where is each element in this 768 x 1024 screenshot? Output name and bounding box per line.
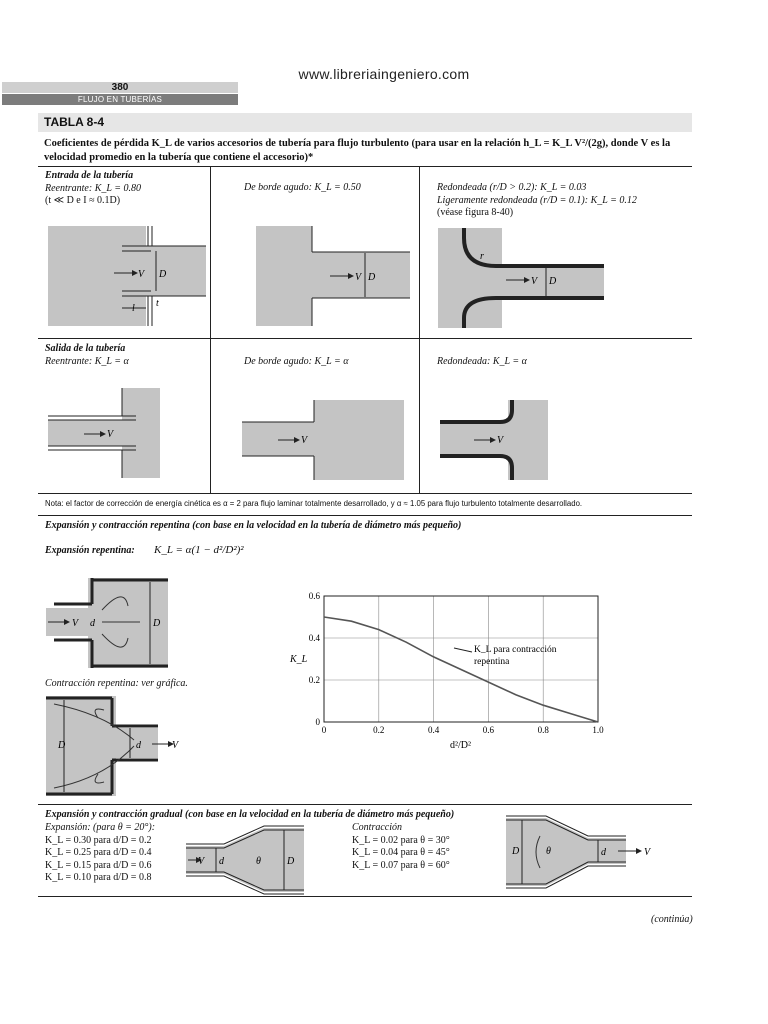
expansion-row: K_L = 0.10 para d/D = 0.8 — [45, 872, 152, 883]
outlet-rounded: Redondeada: K_L = α — [437, 356, 527, 367]
inlet-reentrant-cond: (t ≪ D e I ≈ 0.1D) — [45, 195, 121, 206]
inlet-reentrant-diagram — [46, 222, 206, 330]
radius-label: r — [480, 251, 484, 262]
inlet-heading: Entrada de la tubería — [45, 170, 134, 181]
contraction-row: K_L = 0.04 para θ = 45° — [352, 847, 450, 858]
inlet-see-figure: (véase figura 8-40) — [437, 207, 514, 218]
y-tick-label: 0 — [315, 717, 320, 727]
small-diameter-label: d — [90, 618, 95, 629]
velocity-label: V — [355, 272, 362, 283]
x-tick-label: 0.6 — [482, 725, 495, 735]
outlet-sharp-diagram — [240, 398, 406, 482]
velocity-label: V — [72, 618, 79, 629]
x-tick-label: 0.8 — [537, 725, 549, 735]
angle-label: θ — [256, 856, 261, 867]
diameter-label: D — [549, 276, 557, 287]
outlet-heading: Salida de la tubería — [45, 343, 126, 354]
y-tick-label: 0.6 — [308, 591, 320, 601]
contraction-row: K_L = 0.07 para θ = 60° — [352, 859, 450, 871]
table-title: TABLA 8-4 — [38, 113, 692, 132]
chart-annotation-line1: K_L para contracción — [474, 645, 557, 655]
inlet-reentrant: Reentrante: K_L = 0.80 — [45, 182, 142, 194]
y-tick-label: 0.2 — [308, 675, 320, 685]
inlet-sharp-diagram — [252, 224, 410, 328]
y-tick-label: 0.4 — [308, 633, 320, 643]
inlet-rounded: Redondeada (r/D > 0.2): K_L = 0.03 — [437, 182, 587, 193]
inlet-col3-text — [437, 182, 637, 220]
divider — [38, 166, 692, 167]
x-tick-label: 0 — [321, 725, 327, 735]
expansion-row: K_L = 0.25 para d/D = 0.4 — [45, 847, 152, 858]
page-number: 380 — [2, 82, 238, 93]
outlet-reentrant: Reentrante: K_L = α — [45, 355, 129, 367]
divider — [38, 804, 692, 805]
velocity-label: V — [497, 435, 504, 446]
sudden-contraction-label: Contracción repentina: ver gráfica. — [45, 678, 188, 689]
expansion-row: K_L = 0.15 para d/D = 0.6 — [45, 859, 152, 871]
gradual-contraction-diagram — [502, 814, 662, 890]
x-tick-labels — [322, 725, 604, 735]
site-url: www.libreriaingeniero.com — [298, 66, 470, 82]
small-diameter-label: d — [219, 856, 224, 867]
kl-contraction-chart — [282, 586, 612, 756]
large-diameter-label: D — [512, 846, 520, 857]
large-diameter-label: D — [153, 618, 161, 629]
outlet-sharp: De borde agudo: K_L = α — [244, 356, 349, 367]
velocity-label: V — [107, 429, 114, 440]
divider — [38, 493, 692, 494]
velocity-label: V — [198, 856, 205, 867]
velocity-label: V — [531, 276, 538, 287]
divider — [38, 896, 692, 897]
diameter-label: D — [368, 272, 376, 283]
x-tick-label: 0.4 — [427, 725, 440, 735]
small-diameter-label: d — [601, 847, 606, 858]
gradual-expansion-diagram — [184, 824, 306, 896]
velocity-label: V — [138, 269, 145, 280]
velocity-label: V — [644, 847, 651, 858]
small-diameter-label: d — [136, 740, 141, 751]
annotation-leader — [454, 648, 472, 652]
angle-label: θ — [546, 846, 551, 857]
kl-curve — [324, 617, 598, 722]
chart-annotation-line2: repentina — [474, 657, 510, 667]
outlet-reentrant-diagram — [46, 386, 162, 480]
kinetic-energy-note: Nota: el factor de corrección de energía cinética es α = 2 para flujo laminar totalmente desarrollado, y α ≈ 1.05 para flujo turbulento totalmente desarrollado. — [45, 499, 583, 508]
gradual-expansion-label: Expansión: (para θ = 20°): — [45, 822, 156, 833]
velocity-label: V — [301, 435, 308, 446]
sudden-expansion-formula: K_L = α(1 − d²/D²)² — [154, 544, 244, 556]
y-axis-label: K_L — [290, 654, 308, 665]
inlet-slightly-rounded: Ligeramente redondeada (r/D = 0.1): K_L = 0.12 — [437, 194, 637, 206]
column-divider — [210, 166, 211, 493]
sudden-expansion-diagram — [44, 576, 170, 670]
thickness-label: t — [156, 298, 159, 309]
chart-grid — [324, 596, 598, 722]
large-diameter-label: D — [287, 856, 295, 867]
sudden-expansion-label: Expansión repentina: — [45, 545, 135, 556]
divider — [38, 515, 692, 516]
velocity-label: V — [172, 740, 179, 751]
outlet-rounded-diagram — [438, 398, 550, 482]
large-diameter-label: D — [58, 740, 66, 751]
x-axis-label: d²/D² — [450, 740, 471, 751]
column-divider — [419, 166, 420, 493]
gradual-expansion-list — [45, 822, 155, 885]
expansion-row: K_L = 0.30 para d/D = 0.2 — [45, 834, 152, 846]
gradual-contraction-list — [352, 822, 450, 872]
x-tick-label: 0.2 — [373, 725, 385, 735]
diameter-label: D — [159, 269, 167, 280]
chapter-title: FLUJO EN TUBERÍAS — [2, 94, 238, 105]
y-tick-labels — [309, 591, 321, 727]
outlet-col1-text — [45, 343, 129, 368]
length-label: l — [132, 303, 135, 314]
inlet-rounded-diagram — [436, 226, 606, 330]
inlet-col1-text — [45, 170, 141, 208]
gradual-contraction-label: Contracción — [352, 822, 402, 833]
divider — [38, 338, 692, 339]
contraction-row: K_L = 0.02 para θ = 30° — [352, 834, 450, 846]
sudden-contraction-diagram — [44, 694, 184, 798]
caption-line-1: Coeficientes de pérdida K_L de varios accesorios de tubería para flujo turbulento (para usar en la relación h_L = K_L V²/(2g), donde V es la — [44, 138, 671, 149]
chart-frame — [324, 596, 598, 722]
table-caption — [44, 137, 694, 165]
inlet-sharp: De borde agudo: K_L = 0.50 — [244, 182, 361, 193]
caption-line-2: velocidad promedio en la tubería que contiene el accesorio)* — [44, 152, 314, 163]
gradual-heading: Expansión y contracción gradual (con base en la velocidad en la tubería de diámetro más pequeño) — [45, 809, 455, 820]
continues-label: (continúa) — [651, 914, 693, 925]
x-tick-label: 1.0 — [592, 725, 604, 735]
sudden-heading: Expansión y contracción repentina (con base en la velocidad en la tubería de diámetro más pequeño) — [45, 520, 462, 531]
